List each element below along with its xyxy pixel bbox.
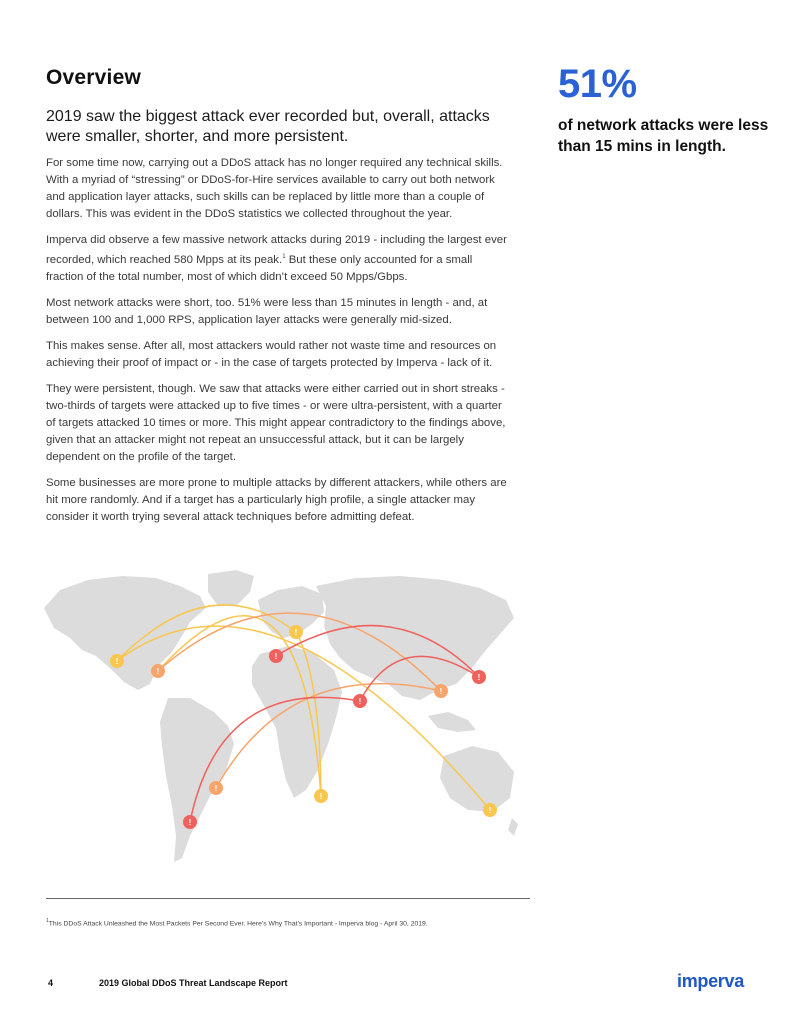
marker-north-america-east [151, 664, 165, 678]
marker-glyph: ! [274, 652, 278, 661]
paragraph-4: This makes sense. After all, most attackers would rather not waste time and resources on achieving their proof of impact or - in the case of targets protected by Imperva - lack of it. [46, 339, 497, 369]
footnote-divider [46, 898, 530, 899]
marker-glyph: ! [488, 806, 492, 815]
imperva-logo: imperva [677, 971, 744, 991]
marker-japan [472, 670, 486, 684]
greenland-shape [208, 570, 254, 606]
marker-glyph: ! [188, 818, 192, 827]
marker-glyph: ! [319, 792, 323, 801]
stat-value: 51% [558, 62, 637, 106]
paragraph-6: Some businesses are more prone to multiple attacks by different attackers, while others are hit more randomly. And if a target has a particularly high profile, a single attacker may consider it worth trying several attack techniques before admitting defeat. [46, 476, 507, 523]
report-title: 2019 Global DDoS Threat Landscape Report [99, 978, 288, 988]
marker-north-america-west [110, 654, 124, 668]
marker-brazil [209, 781, 223, 795]
paragraph-3: Most network attacks were short, too. 51% were less than 15 minutes in length - and, at between 100 and 1,000 RPS, application layer attacks were generally mid-sized. [46, 296, 488, 326]
north-america-shape [44, 576, 206, 690]
section-title: Overview [46, 66, 141, 89]
marker-middle-east [353, 694, 367, 708]
south-america-shape [160, 698, 234, 862]
sea-islands-shape [428, 712, 476, 732]
paragraph-2 [46, 232, 512, 286]
marker-glyph: ! [358, 697, 362, 706]
marker-glyph: ! [214, 784, 218, 793]
marker-europe-central [269, 649, 283, 663]
marker-glyph: ! [477, 673, 481, 682]
paragraph-2-text-cont: But these only accounted for a small fraction of the total number, most of which didn’t exceed 50 Mpps/Gbps. [46, 253, 473, 283]
page-number: 4 [48, 978, 54, 988]
marker-glyph: ! [294, 628, 298, 637]
footnote [46, 918, 536, 927]
marker-glyph: ! [115, 657, 119, 666]
australia-shape [440, 746, 514, 812]
paragraph-5: They were persistent, though. We saw that attacks were either carried out in short streaks - two-thirds of targets were attacked up to five times - or were ultra-persistent, with a quarter of targets attacked 10 times or more. This might appear contradictory to the findings above, given that an attacker might not repeat an unsuccessful attack, but it can be largely dependent on the profile of the target. [46, 382, 506, 463]
marker-europe-north [289, 625, 303, 639]
world-attack-map [40, 566, 520, 866]
marker-glyph: ! [439, 687, 443, 696]
stat-label: of network attacks were less than 15 mins in length. [558, 117, 769, 155]
marker-south-america-south [183, 815, 197, 829]
footnote-marker: 1 [46, 918, 49, 924]
marker-south-africa [314, 789, 328, 803]
africa-shape [252, 646, 342, 798]
body-text [46, 155, 512, 535]
paragraph-1: For some time now, carrying out a DDoS attack has no longer required any technical skills. With a myriad of “stressing” or DDoS-for-Hire services available to carry out both network and application layer attacks, such skills can be replaced by little more than a couple of dollars. This was evident in the DDoS statistics we collected throughout the year. [46, 157, 503, 220]
footnote-ref[interactable]: 1 [282, 254, 286, 260]
footnote-text: This DDoS Attack Unleashed the Most Packets Per Second Ever. Here’s Why That’s Important - Imperva blog - April 30, 2019. [48, 920, 428, 928]
page-subtitle: 2019 saw the biggest attack ever recorded but, overall, attacks were smaller, shorter, and more persistent. [46, 108, 490, 145]
marker-east-asia [434, 684, 448, 698]
paragraph-2-text: Imperva did observe a few massive network attacks during 2019 - including the largest ever recorded, which reached 580 Mpps at its peak. [46, 234, 507, 266]
new-zealand-shape [508, 818, 518, 836]
marker-australia [483, 803, 497, 817]
marker-glyph: ! [156, 667, 160, 676]
